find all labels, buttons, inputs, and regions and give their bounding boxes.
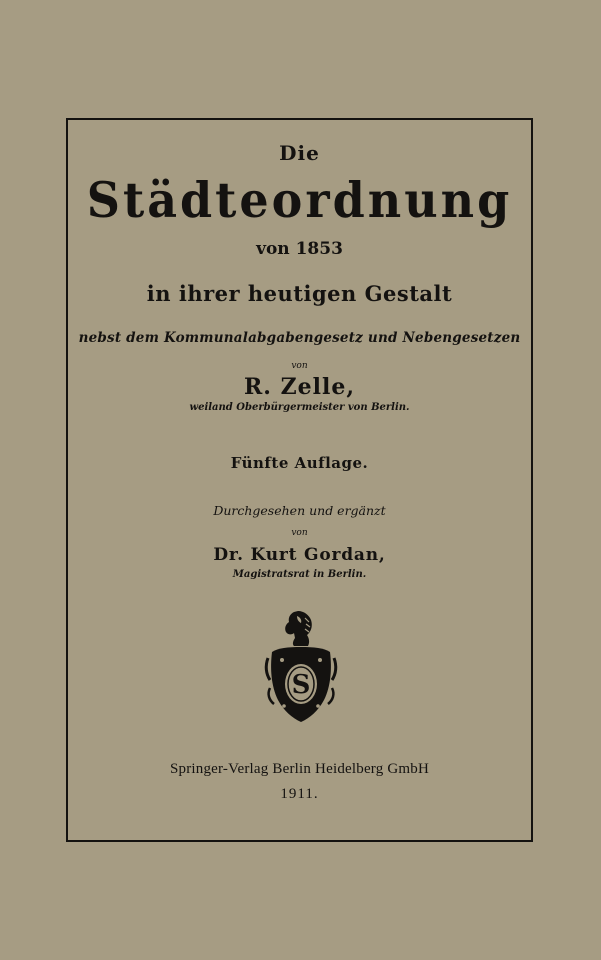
- author-name: R. Zelle,: [243, 374, 356, 400]
- title-year-line: von 1853: [256, 239, 343, 259]
- by-line-label-editor: von: [291, 528, 308, 538]
- publisher-name: Springer-Verlag Berlin Heidelberg GmbH: [169, 761, 430, 777]
- springer-knight-emblem-icon: [264, 608, 338, 726]
- svg-text:S: S: [291, 670, 311, 700]
- book-title: Städteordnung: [86, 171, 513, 229]
- reviewed-label: Durchgesehen und ergänzt: [213, 503, 386, 518]
- by-line-label: von: [291, 361, 308, 371]
- edition-label: Fünfte Auflage.: [230, 454, 369, 472]
- subtitle-line: in ihrer heutigen Gestalt: [146, 281, 453, 306]
- editor-title: Magistratsrat in Berlin.: [232, 569, 367, 580]
- title-article: Die: [279, 141, 320, 165]
- subtitle-supplement: nebst dem Kommunalabgabengesetz und Nebengesetzen: [78, 330, 521, 346]
- author-title: weiland Oberbürgermeister von Berlin.: [189, 402, 410, 413]
- publication-year: 1911.: [280, 786, 319, 802]
- editor-name: Dr. Kurt Gordan,: [213, 545, 386, 565]
